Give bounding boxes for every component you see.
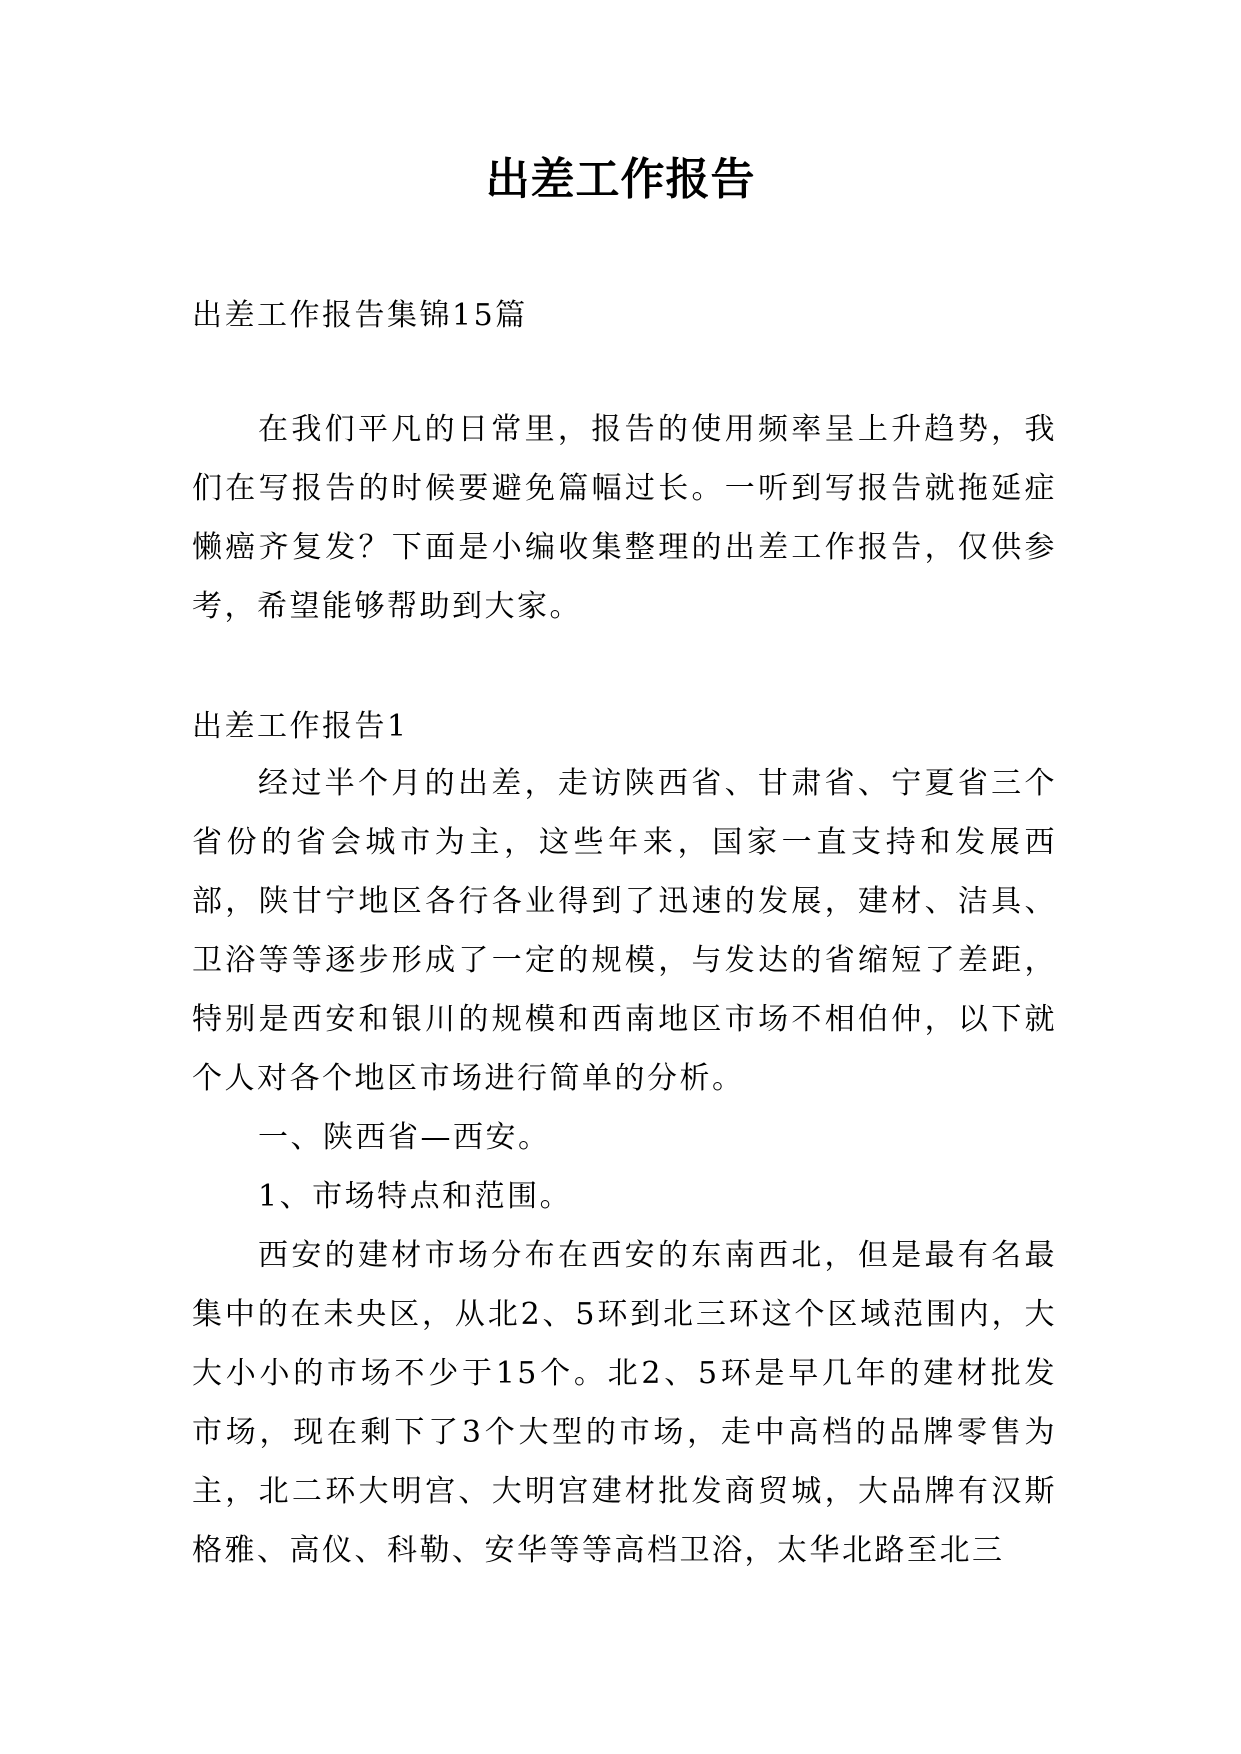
body-paragraph: 西安的建材市场分布在西安的东南西北，但是最有名最集中的在未央区，从北2、5环到北三环这个区域范围内，大大小小的市场不少于15个。北2、5环是早几年的建材批发市场，现在剩下了3个大型的市场，走中高档的品牌零售为主，北二环大明宫、大明宫建材批发商贸城，大品牌有汉斯格雅、高仪、科勒、安华等等高档卫浴，太华北路至北三 bbox=[192, 1238, 1057, 1568]
body-paragraph: 1、市场特点和范围。 bbox=[258, 1179, 573, 1214]
body-paragraph: 一、陕西省—西安。 bbox=[258, 1120, 551, 1155]
intro-paragraph: 在我们平凡的日常里，报告的使用频率呈上升趋势，我们在写报告的时候要避免篇幅过长。一听到写报告就拖延症懒癌齐复发？下面是小编收集整理的出差工作报告，仅供参考，希望能够帮助到大家。 bbox=[192, 412, 1057, 624]
document-title: 出差工作报告 bbox=[485, 154, 756, 205]
section-body bbox=[192, 754, 1057, 1580]
document-subtitle: 出差工作报告集锦15篇 bbox=[192, 298, 528, 333]
body-paragraph: 经过半个月的出差，走访陕西省、甘肃省、宁夏省三个省份的省会城市为主，这些年来，国家一直支持和发展西部，陕甘宁地区各行各业得到了迅速的发展，建材、洁具、卫浴等等逐步形成了一定的规模，与发达的省缩短了差距，特别是西安和银川的规模和西南地区市场不相伯仲，以下就个人对各个地区市场进行简单的分析。 bbox=[192, 766, 1057, 1096]
section-heading: 出差工作报告1 bbox=[192, 709, 409, 744]
